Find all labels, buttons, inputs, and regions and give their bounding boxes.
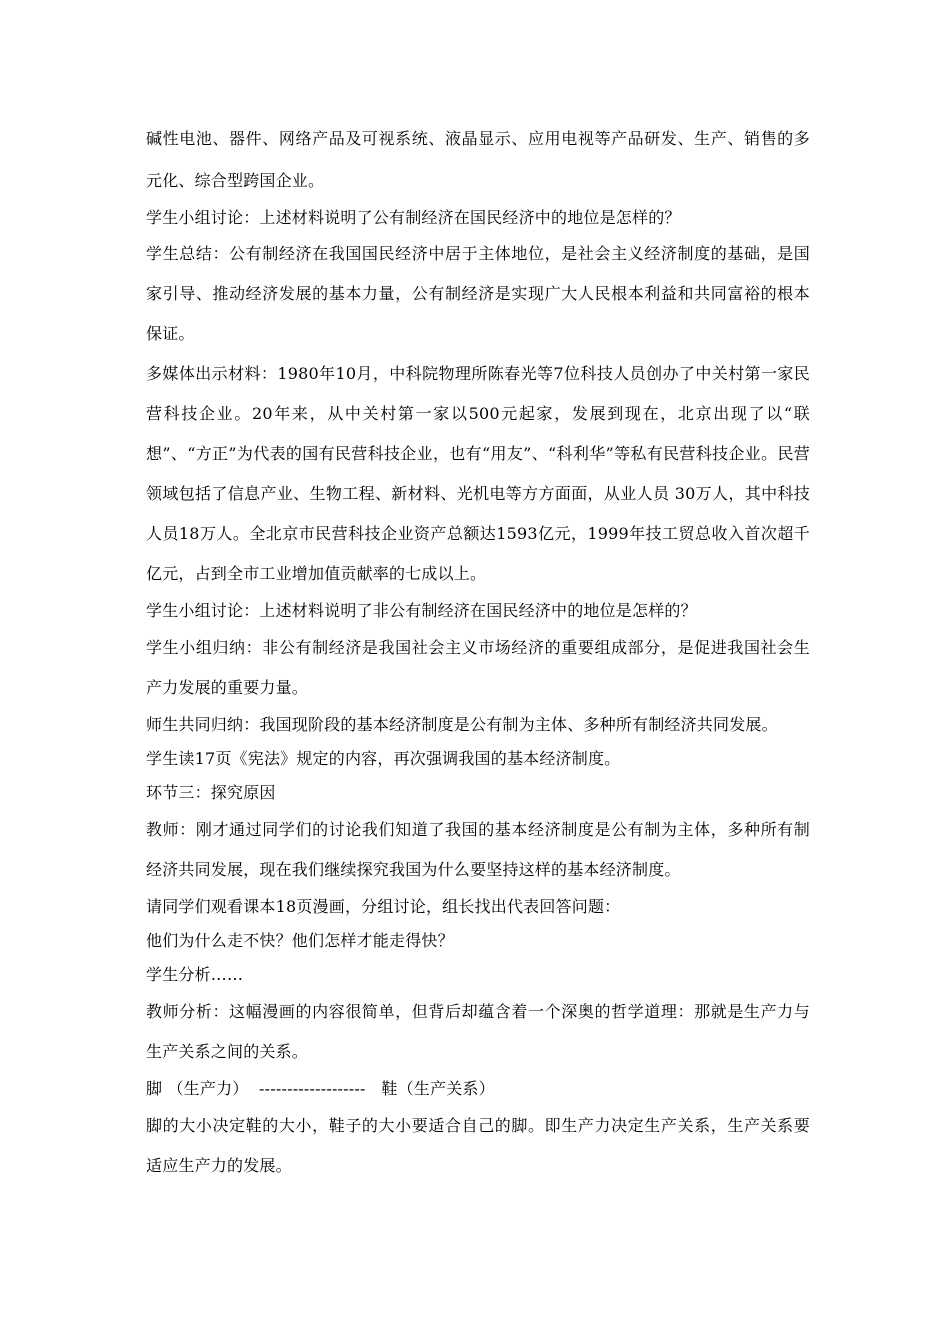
section-heading-explore-reasons: 环节三：探究原因 xyxy=(146,783,276,802)
paragraph-foot-shoe-relation: 脚 （生产力） ------------------- 鞋（生产关系） xyxy=(146,1079,495,1098)
paragraph-multimedia-material: 多媒体出示材料：1980年10月，中科院物理所陈春光等7位科技人员创办了中关村第一家民营科技企业。20年来，从中关村第一家以500元起家，发展到现在，北京出现了以“联想”、“方正”为代表的国有民营科技企业，也有“用友”、“科利华”等私有民营科技企业。民营领域包括了信息产业、生物工程、新材料、光机电等方方面面，从业人员 30万人，其中科技人员18万人。全北京市民营科技企业资产总额达1593亿元，1999年技工贸总收入首次超千亿元，占到全市工业增加值贡献率的七成以上。 xyxy=(146,364,810,583)
paragraph-discussion-nonpublic: 学生小组讨论：上述材料说明了非公有制经济在国民经济中的地位是怎样的？ xyxy=(146,601,697,620)
paragraph-teacher-intro: 教师：刚才通过同学们的讨论我们知道了我国的基本经济制度是公有制为主体，多种所有制经济共同发展，现在我们继续探究我国为什么要坚持这样的基本经济制度。 xyxy=(146,820,810,879)
paragraph-summary-public: 学生总结：公有制经济在我国国民经济中居于主体地位，是社会主义经济制度的基础，是国家引导、推动经济发展的基本力量，公有制经济是实现广大人民根本利益和共同富裕的根本保证。 xyxy=(146,244,810,343)
paragraph-company-description: 碱性电池、器件、网络产品及可视系统、液晶显示、应用电视等产品研发、生产、销售的多元化、综合型跨国企业。 xyxy=(146,129,810,190)
paragraph-teacher-analysis: 教师分析：这幅漫画的内容很简单，但背后却蕴含着一个深奥的哲学道理：那就是生产力与生产关系之间的关系。 xyxy=(146,1002,810,1061)
paragraph-discussion-public: 学生小组讨论：上述材料说明了公有制经济在国民经济中的地位是怎样的？ xyxy=(146,208,681,227)
paragraph-foot-shoe-explanation: 脚的大小决定鞋的大小，鞋子的大小要适合自己的脚。即生产力决定生产关系，生产关系要适应生产力的发展。 xyxy=(146,1116,810,1175)
paragraph-constitution: 学生读17页《宪法》规定的内容，再次强调我国的基本经济制度。 xyxy=(146,749,621,768)
document-page xyxy=(146,118,810,1186)
paragraph-conclusion-nonpublic: 学生小组归纳：非公有制经济是我国社会主义市场经济的重要组成部分，是促进我国社会生产力发展的重要力量。 xyxy=(146,638,810,697)
paragraph-joint-conclusion: 师生共同归纳：我国现阶段的基本经济制度是公有制为主体、多种所有制经济共同发展。 xyxy=(146,715,778,734)
paragraph-student-analysis: 学生分析…… xyxy=(146,965,244,984)
paragraph-questions: 他们为什么走不快？他们怎样才能走得快？ xyxy=(146,931,454,950)
paragraph-cartoon-instruction: 请同学们观看课本18页漫画，分组讨论，组长找出代表回答问题： xyxy=(146,897,621,916)
